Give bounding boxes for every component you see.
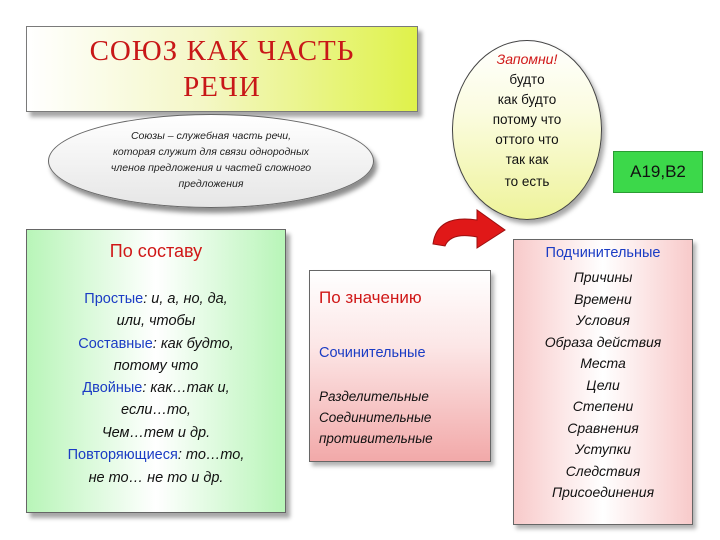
subordinating-item: Образа действия: [544, 334, 662, 350]
subordinating-item: Сравнения: [567, 420, 639, 436]
definition-line: предложения: [178, 178, 244, 190]
exam-code-badge: А19,В2: [613, 151, 703, 193]
composition-heading: По составу: [109, 241, 203, 261]
composition-line: [27, 291, 285, 307]
meaning-heading: По значению: [319, 288, 422, 307]
subordinating-item: Условия: [576, 312, 630, 328]
subordinating-panel: [513, 239, 693, 525]
definition-ellipse: [48, 114, 374, 208]
composition-line: не то… не то и др.: [88, 470, 224, 486]
remember-item: будто: [509, 72, 545, 87]
remember-item: оттого что: [495, 132, 559, 147]
coordinating-label: Сочинительные: [319, 345, 426, 361]
subordinating-item: Места: [580, 355, 626, 371]
group-label: Простые: [84, 291, 144, 307]
remember-item: как будто: [497, 92, 557, 107]
composition-line: или, чтобы: [116, 313, 196, 329]
title-line-1: СОЮЗ КАК ЧАСТЬ: [89, 35, 355, 67]
subordinating-item: Следствия: [565, 463, 641, 479]
group-examples: : как будто,: [152, 336, 234, 352]
title-box: [26, 26, 418, 112]
subordinating-item: Времени: [574, 291, 632, 307]
meaning-item: противительные: [319, 431, 433, 446]
subordinating-heading: Подчинительные: [545, 245, 661, 261]
composition-line: потому что: [113, 358, 199, 374]
subordinating-item: Степени: [572, 398, 634, 414]
definition-line: которая служит для связи однородных: [112, 146, 310, 158]
meaning-item: Разделительные: [319, 389, 429, 404]
subordinating-item: Уступки: [574, 441, 632, 457]
group-label: Двойные: [82, 380, 143, 396]
meaning-panel: [309, 270, 491, 462]
composition-line: [27, 447, 285, 463]
composition-line: Чем…тем и др.: [101, 425, 211, 441]
composition-line: если…то,: [121, 402, 191, 418]
remember-item: потому что: [492, 112, 562, 127]
group-label: Повторяющиеся: [67, 447, 178, 463]
composition-line: [27, 380, 285, 396]
definition-line: членов предложения и частей сложного: [110, 162, 312, 174]
remember-item: так как: [505, 152, 549, 167]
remember-item: то есть: [504, 174, 550, 189]
subordinating-item: Цели: [586, 377, 620, 393]
subordinating-item: Причины: [573, 269, 633, 285]
composition-line: [27, 336, 285, 352]
remember-oval: [452, 40, 602, 220]
definition-line: Союзы – служебная часть речи,: [130, 130, 292, 142]
group-examples: : то…то,: [177, 447, 245, 463]
group-examples: : как…так и,: [142, 380, 230, 396]
definition-text: [79, 128, 343, 192]
group-examples: : и, а, но, да,: [143, 291, 228, 307]
title-line-2: РЕЧИ: [183, 71, 261, 103]
subordinating-item: Присоединения: [551, 484, 655, 500]
remember-heading: Запомни!: [496, 51, 558, 67]
meaning-item: Соединительные: [319, 410, 432, 425]
composition-panel: [26, 229, 286, 513]
group-label: Составные: [78, 336, 153, 352]
